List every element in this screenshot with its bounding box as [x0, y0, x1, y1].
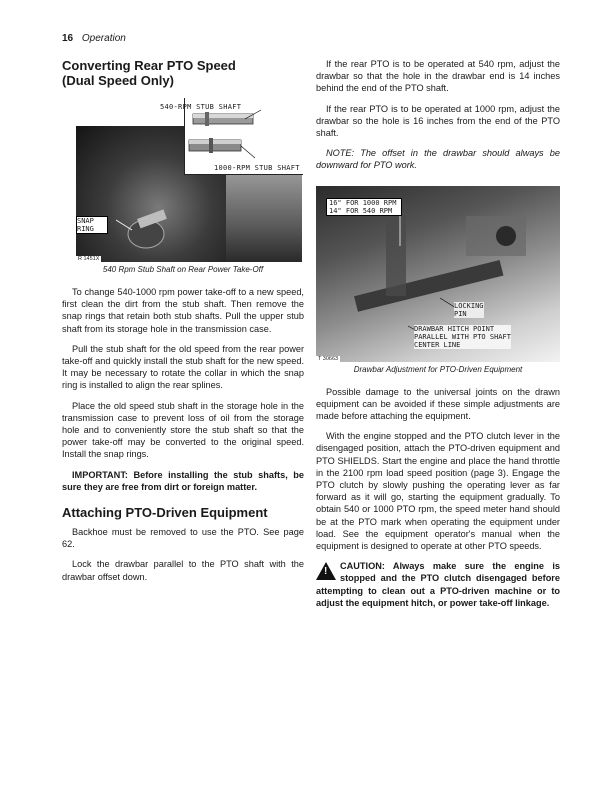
attaching-equipment-heading: Attaching PTO-Driven Equipment — [62, 505, 268, 521]
paragraph: To change 540-1000 rpm power take-off to a new speed, first clean the dirt from the stub shaft. Then remove the snap rings that retain both stub shafts. Pull the upper stub shaft from its storage hole in the transmission case. — [62, 287, 304, 334]
caution-block — [316, 560, 560, 609]
converting-pto-heading: Converting Rear PTO Speed (Dual Speed Only) — [62, 58, 236, 88]
photo-tag: T 30663 — [318, 355, 339, 362]
label-1000-shaft: 1000-RPM STUB SHAFT — [214, 164, 300, 172]
rpm-offset-label: 16" FOR 1000 RPM 14" FOR 540 RPM — [326, 198, 402, 216]
label-540-shaft: 540-RPM STUB SHAFT — [160, 103, 242, 111]
stub-shaft-photo — [76, 98, 302, 262]
caution-text: CAUTION: Always make sure the engine is stopped and the PTO clutch disengaged before attempting to clean out a PTO-driven machine or to adjust the equipment hitch, or power take-off linkage. — [316, 561, 560, 608]
locking-pin-label: LOCKING PIN — [454, 301, 484, 318]
drawbar-photo — [316, 186, 560, 362]
drawbar-caption: Drawbar Adjustment for PTO-Driven Equipment — [353, 364, 523, 374]
paragraph: With the engine stopped and the PTO clutch lever in the disengaged position, attach the PTO-driven equipment and PTO SHIELDS. Start the engine and place the hand throttle in the 2100 rpm load speed position (page 3). Engage the PTO clutch by slowly pushing the operating lever as far forward as it will go, starting the equipment gradually. To obtain 540 or 1000 PTO rpm, the speed meter hand should be at the PTO mark when operating the equipment under load. See the equipment operator's manual when the equipment is designed to operate at other PTO speeds. — [316, 431, 560, 552]
left-column — [62, 58, 304, 591]
paragraph: If the rear PTO is to be operated at 540 rpm, adjust the drawbar so that the hole in the drawbar end is 14 inches behind the end of the PTO shaft. — [316, 59, 560, 94]
paragraph: Lock the drawbar parallel to the PTO shaft with the drawbar offset down. — [62, 559, 304, 582]
stub-shaft-caption: 540 Rpm Stub Shaft on Rear Power Take-Off — [102, 265, 264, 274]
paragraph: Backhoe must be removed to use the PTO. See page 62. — [62, 527, 304, 550]
paragraph: Possible damage to the universal joints on the drawn equipment can be avoided if these simple adjustments are made before attaching the equipment. — [316, 386, 560, 422]
paragraph: Pull the stub shaft for the old speed from the rear power take-off and quickly install the stub shaft for the new speed. It may be necessary to rotate the collar in which the snap ring is installed to align the rear splines. — [62, 343, 304, 391]
warning-triangle-icon: ! — [316, 562, 336, 580]
page-header — [62, 33, 126, 44]
right-column — [316, 58, 560, 617]
photo-tag: R 1451X — [78, 256, 100, 262]
section-name: Operation — [81, 33, 126, 44]
hitch-point-label: DRAWBAR HITCH POINT PARALLEL WITH PTO SHAFT CENTER LINE — [414, 324, 511, 349]
paragraph: Place the old speed stub shaft in the storage hole in the transmission case to prevent loss of oil from the storage hole and to conveniently store the stub shaft so that the power take-off may be converted to the original speed. Install the snap rings. — [62, 400, 304, 460]
label-snap-ring: SNAP RING — [76, 216, 108, 234]
important-note: IMPORTANT: Before installing the stub shafts, be sure they are free from dirt or foreign matter. — [62, 469, 304, 492]
page-number: 16 — [62, 33, 74, 44]
paragraph: If the rear PTO is to be operated at 1000 rpm, adjust the drawbar so the hole is 16 inches from the end of the PTO shaft. — [316, 103, 560, 139]
note: NOTE: The offset in the drawbar should always be downward for PTO work. — [316, 148, 560, 171]
